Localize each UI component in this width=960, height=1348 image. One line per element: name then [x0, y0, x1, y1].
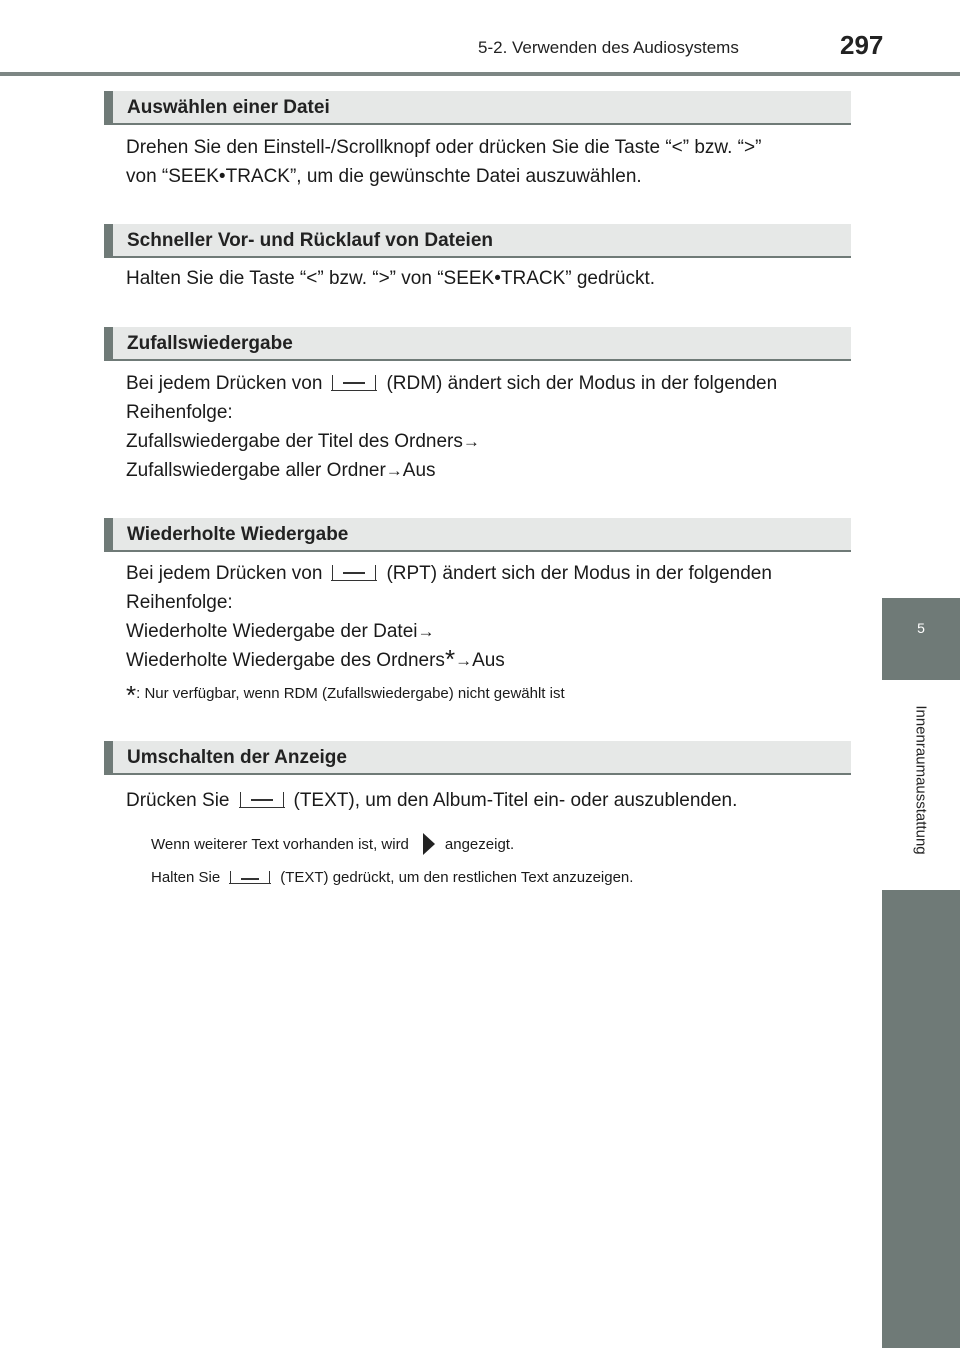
text-line: von “SEEK•TRACK”, um die gewünschte Datei auszuwählen. [126, 166, 642, 187]
footnote-text: : Nur verfügbar, wenn RDM (Zufallswiedergabe) nicht gewählt ist [136, 685, 565, 702]
chapter-tab [882, 598, 960, 680]
text-line: Drehen Sie den Einstell-/Scrollknopf oder drücken Sie die Taste “<” bzw. “>” [126, 137, 762, 158]
paragraph [126, 133, 761, 191]
paragraph [126, 369, 777, 485]
text-span: Aus [472, 650, 505, 671]
text-span: (RPT) ändert sich der Modus in der folgenden [386, 563, 772, 584]
footnote [126, 680, 565, 711]
arrow-icon: → [385, 461, 403, 480]
text-line: Reihenfolge: [126, 592, 233, 613]
section-title: Umschalten der Anzeige [127, 747, 347, 768]
section-heading-random [104, 327, 851, 361]
chapter-header: 5-2. Verwenden des Audiosystems [478, 38, 739, 57]
button-icon [332, 565, 376, 581]
text-line [126, 646, 772, 675]
text-line [126, 559, 772, 588]
text-span: Zufallswiedergabe aller Ordner [126, 460, 386, 481]
text-span: Wiederholte Wiedergabe des Ordners [126, 650, 445, 671]
text-span: (TEXT), um den Album-Titel ein- oder auszublenden. [293, 790, 738, 811]
more-text-icon [423, 833, 435, 855]
section-title: Auswählen einer Datei [127, 97, 330, 118]
text-span: Halten Sie [151, 869, 221, 886]
chapter-tab-number: 5 [917, 620, 925, 636]
text-line [126, 369, 777, 398]
hint-line [151, 833, 514, 855]
text-span: Bei jedem Drücken von [126, 563, 323, 584]
chapter-tab-label: Innenraumausstattung [912, 705, 930, 855]
section-title: Zufallswiedergabe [127, 333, 293, 354]
section-heading-repeat [104, 518, 851, 552]
section-title: Schneller Vor- und Rücklauf von Dateien [127, 230, 493, 251]
page-number: 297 [840, 30, 884, 60]
paragraph [126, 559, 772, 675]
chapter-tab-bar [882, 890, 960, 1348]
text-span: Wiederholte Wiedergabe der Datei [126, 621, 418, 642]
text-span: angezeigt. [444, 836, 515, 853]
arrow-icon: → [455, 651, 473, 670]
text-span: Aus [402, 460, 436, 481]
text-span: Bei jedem Drücken von [126, 373, 323, 394]
text-span: Zufallswiedergabe der Titel des Ordners [126, 431, 463, 452]
text-line [126, 617, 772, 646]
text-span: (TEXT) gedrückt, um den restlichen Text anzuzeigen. [280, 869, 634, 886]
section-title: Wiederholte Wiedergabe [127, 524, 349, 545]
button-icon [332, 375, 376, 391]
paragraph [126, 264, 655, 293]
arrow-icon: → [462, 432, 480, 451]
paragraph [126, 786, 737, 815]
button-icon [240, 792, 284, 808]
section-heading-fast-forward [104, 224, 851, 258]
section-heading-display [104, 741, 851, 775]
footnote-star: * [126, 680, 137, 710]
button-icon [230, 871, 270, 884]
text-span: Wenn weiterer Text vorhanden ist, wird [151, 836, 409, 853]
text-span: (RDM) ändert sich der Modus in der folgenden [386, 373, 778, 394]
text-line [126, 786, 737, 815]
arrow-icon: → [417, 622, 435, 641]
text-line [126, 456, 777, 485]
text-line: Halten Sie die Taste “<” bzw. “>” von “SEEK•TRACK” gedrückt. [126, 268, 656, 289]
text-span: Drücken Sie [126, 790, 230, 811]
section-heading-select-file [104, 91, 851, 125]
hint-line [151, 869, 633, 886]
text-line: Reihenfolge: [126, 402, 233, 423]
footnote-marker: * [444, 644, 456, 674]
header-rule [0, 72, 960, 76]
text-line [126, 427, 777, 456]
